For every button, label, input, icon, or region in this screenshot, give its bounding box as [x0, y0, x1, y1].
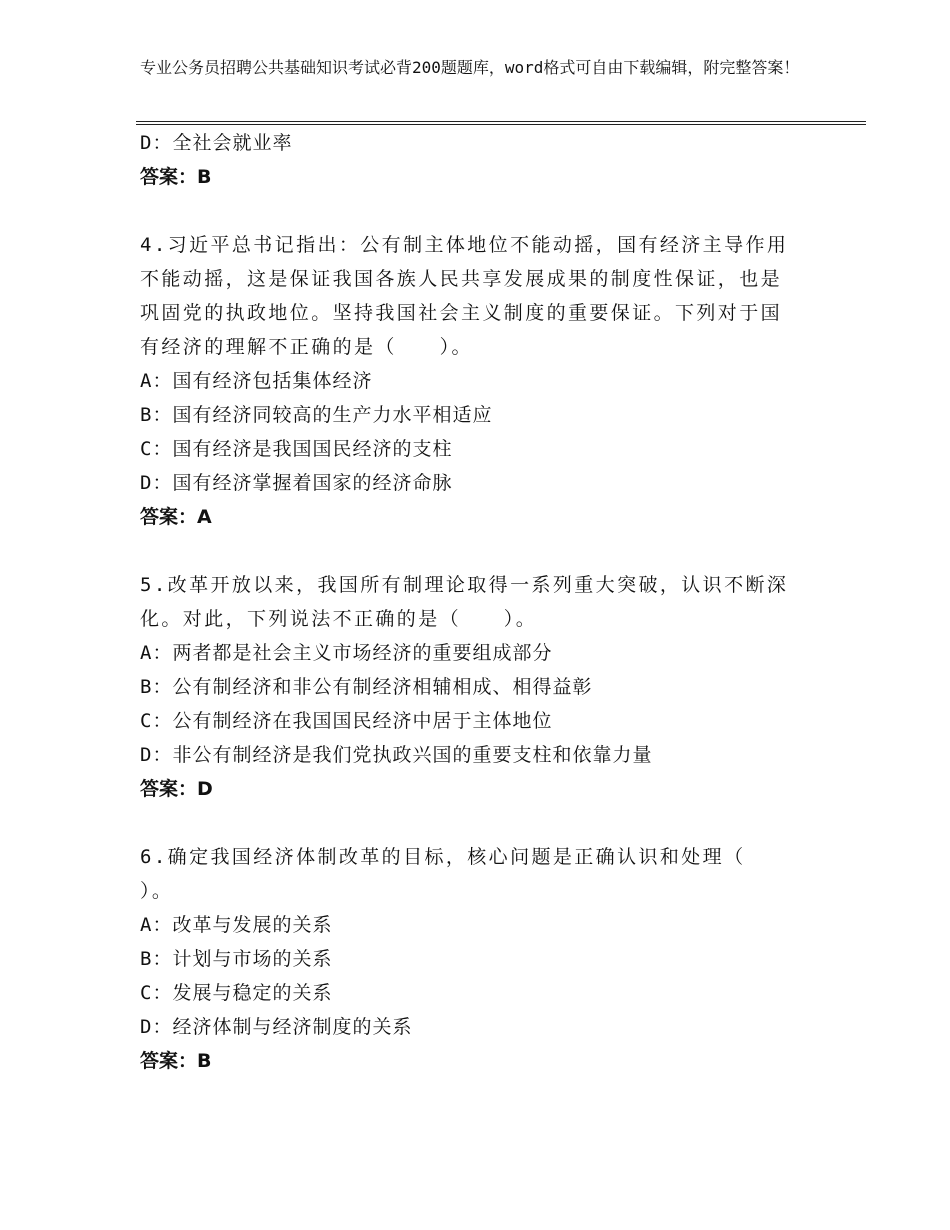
document-body [140, 126, 800, 1078]
prev-question-answer: 答案：B [140, 166, 212, 188]
question-6 [140, 840, 800, 1078]
option-c: C：发展与稳定的关系 [140, 982, 333, 1004]
question-5 [140, 568, 800, 806]
question-4 [140, 228, 800, 534]
question-answer: 答案：D [140, 778, 213, 800]
option-c: C：公有制经济在我国国民经济中居于主体地位 [140, 710, 553, 732]
spacer [140, 194, 800, 228]
option-d: D：国有经济掌握着国家的经济命脉 [140, 472, 453, 494]
prev-question-option-d: D：全社会就业率 [140, 132, 293, 154]
question-stem: 4.习近平总书记指出：公有制主体地位不能动摇，国有经济主导作用不能动摇，这是保证我国各族人民共享发展成果的制度性保证，也是巩固党的执政地位。坚持我国社会主义制度的重要保证。下列对于国有经济的理解不正确的是（ ）。 [140, 234, 789, 358]
option-a: A：改革与发展的关系 [140, 914, 333, 936]
option-a: A：国有经济包括集体经济 [140, 370, 373, 392]
question-stem: 6.确定我国经济体制改革的目标，核心问题是正确认识和处理（ ）。 [140, 846, 789, 902]
option-d: D：非公有制经济是我们党执政兴国的重要支柱和依靠力量 [140, 744, 653, 766]
page-header: 专业公务员招聘公共基础知识考试必背200题题库，word格式可自由下载编辑，附完整答案！ [140, 58, 800, 77]
question-stem: 5.改革开放以来，我国所有制理论取得一系列重大突破，认识不断深化。对此，下列说法不正确的是（ ）。 [140, 574, 789, 630]
option-a: A：两者都是社会主义市场经济的重要组成部分 [140, 642, 553, 664]
option-b: B：公有制经济和非公有制经济相辅相成、相得益彰 [140, 676, 593, 698]
option-c: C：国有经济是我国国民经济的支柱 [140, 438, 453, 460]
spacer [140, 806, 800, 840]
header-divider [136, 121, 866, 125]
option-b: B：国有经济同较高的生产力水平相适应 [140, 404, 493, 426]
spacer [140, 534, 800, 568]
question-answer: 答案：A [140, 506, 212, 528]
option-b: B：计划与市场的关系 [140, 948, 333, 970]
option-d: D：经济体制与经济制度的关系 [140, 1016, 413, 1038]
question-answer: 答案：B [140, 1050, 212, 1072]
